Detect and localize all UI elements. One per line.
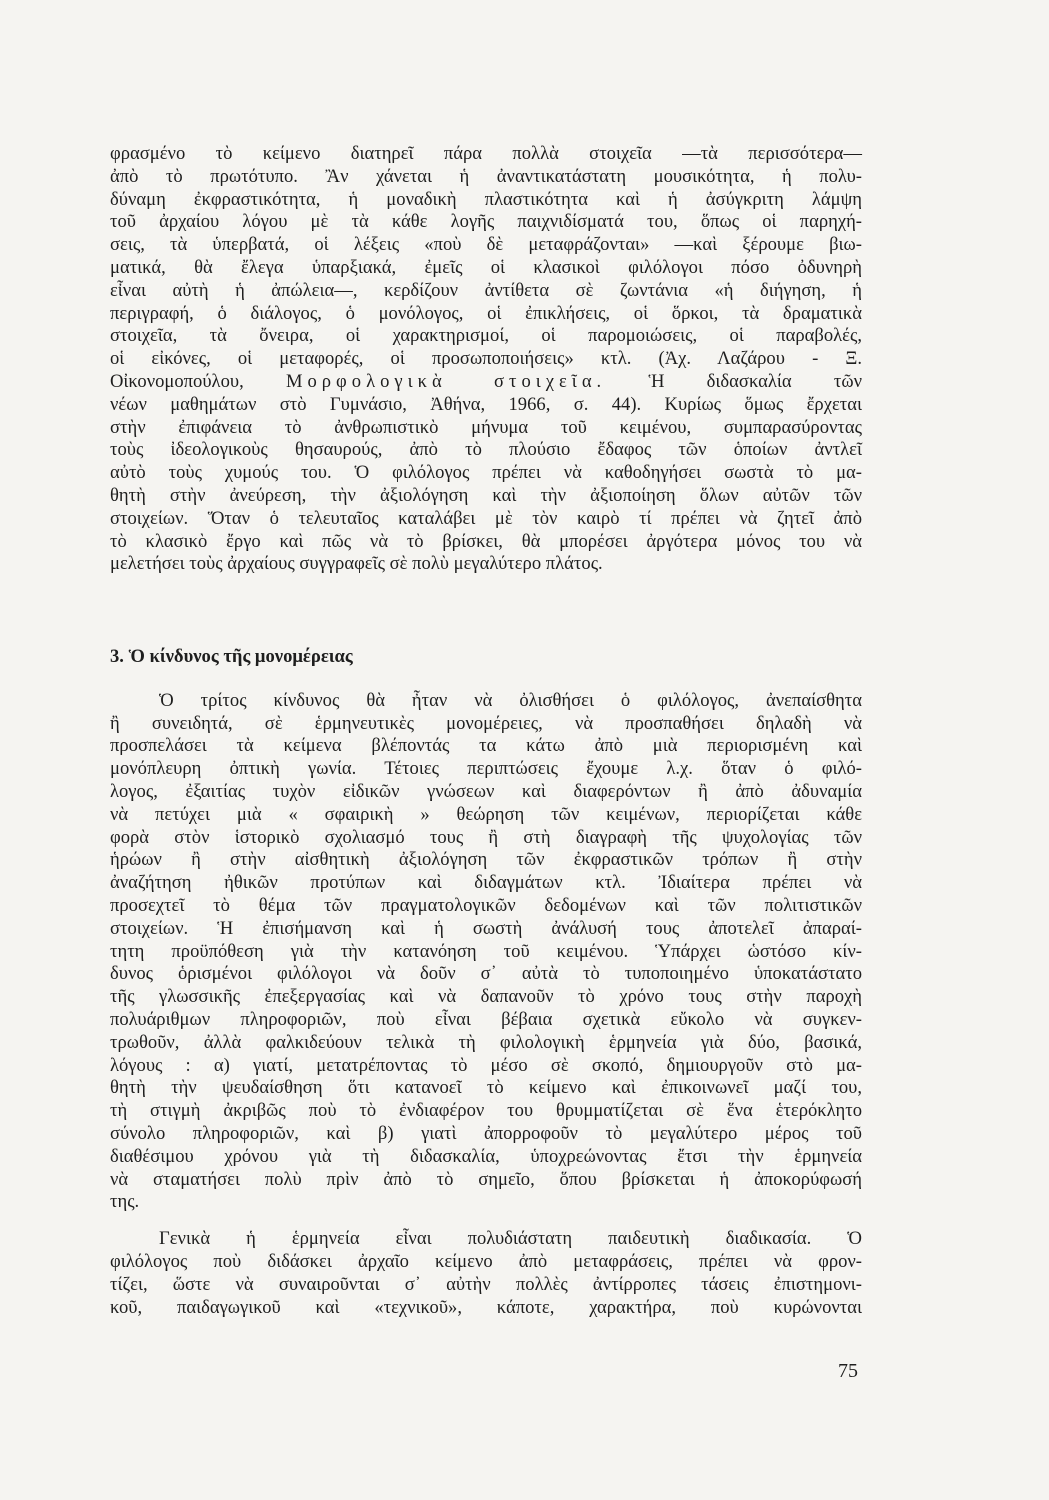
text-line: Ὁ τρίτος κίνδυνος θὰ ἦταν νὰ ὀλισθήσει ὁ φιλόλογος, ἀνεπαίσθητα (159, 689, 862, 711)
text-line: Γενικὰ ἡ ἑρμηνεία εἶναι πολυδιάστατη παιδευτικὴ διαδικασία. Ὁ (159, 1228, 862, 1250)
text-line: φορὰ στὸν ἱστορικὸ σχολιασμό τους ἢ στὴ διαγραφὴ τῆς ψυχολογίας τῶν (110, 826, 862, 848)
text-line: αὐτὸ τοὺς χυμούς του. Ὁ φιλόλογος πρέπει νὰ καθοδηγήσει σωστὰ τὸ μα- (110, 462, 862, 484)
text-line: εἶναι αὐτὴ ἡ ἀπώλεια—, κερδίζουν ἀντίθετα σὲ ζωντάνια «ἡ διήγηση, ἡ (110, 279, 862, 301)
text-line: νὰ σταματήσει πολὺ πρὶν ἀπὸ τὸ σημεῖο, ὅπου βρίσκεται ἡ ἀποκορύφωσή (110, 1168, 862, 1190)
text-line: πολυάριθμων πληροφοριῶν, ποὺ εἶναι βέβαια σχετικὰ εὔκολο νὰ συγκεν- (110, 1008, 862, 1030)
text-line: οἱ εἰκόνες, οἱ μεταφορές, οἱ προσωποποιήσεις» κτλ. (Ἀχ. Λαζάρου - Ξ. (110, 348, 862, 370)
citation-rest: Ἡ διδασκαλία τῶν (648, 370, 862, 392)
text-line: στοιχεῖα, τὰ ὄνειρα, οἱ χαρακτηρισμοί, οἱ παρομοιώσεις, οἱ παραβολές, (110, 325, 862, 347)
text-line: νέων μαθημάτων στὸ Γυμνάσιο, Ἀθήνα, 1966, σ. 44). Κυρίως ὅμως ἔρχεται (110, 393, 862, 415)
section-heading: 3. Ὁ κίνδυνος τῆς μονομέρειας (110, 646, 353, 667)
text-line: σύνολο πληροφοριῶν, καὶ β) γιατὶ ἀπορροφοῦν τὸ μεγαλύτερο μέρος τοῦ (110, 1122, 862, 1144)
section-3 (110, 646, 862, 1319)
text-line: σεις, τὰ ὑπερβατά, οἱ λέξεις «ποὺ δὲ μεταφράζονται» —καὶ ξέρουμε βιω- (110, 234, 862, 256)
citation-book-title: Μορφολογικὰ στοιχεῖα. (285, 370, 607, 392)
text-line: μελετήσει τοὺς ἀρχαίους συγγραφεῖς σὲ πολὺ μεγαλύτερο πλάτος. (110, 553, 603, 575)
text-line: τοῦ ἀρχαίου λόγου μὲ τὰ κάθε λογῆς παιχνιδίσματά του, ὅπως οἱ παρηχή- (110, 211, 862, 233)
text-line: λόγους : α) γιατί, μετατρέποντας τὸ μέσο σὲ σκοπό, δημιουργοῦν στὸ μα- (110, 1054, 862, 1076)
text-line: δυνος ὁρισμένοι φιλόλογοι νὰ δοῦν σ᾽ αὐτὰ τὸ τυποποιημένο ὑποκατάστατο (110, 963, 862, 985)
text-line: ἀπὸ τὸ πρωτότυπο. Ἂν χάνεται ἡ ἀναντικατάστατη μουσικότητα, ἡ πολυ- (110, 165, 862, 187)
text-line: τίζει, ὥστε νὰ συναιροῦνται σ᾽ αὐτὴν πολλὲς ἀντίρροπες τάσεις ἐπιστημονι- (110, 1273, 862, 1295)
section-3-paragraph-2 (110, 1228, 862, 1319)
text-line: προσπελάσει τὰ κείμενα βλέποντάς τα κάτω ἀπὸ μιὰ περιορισμένη καὶ (110, 735, 862, 757)
text-line: ἢ συνειδητά, σὲ ἑρμηνευτικὲς μονομέρειες, νὰ προσπαθήσει δηλαδὴ νὰ (110, 712, 862, 734)
text-line: στοιχείων. Ἡ ἐπισήμανση καὶ ἡ σωστὴ ἀνάλυσή τους ἀποτελεῖ ἀπαραί- (110, 917, 862, 939)
text-line: διαθέσιμου χρόνου γιὰ τὴ διδασκαλία, ὑποχρεώνοντας ἔτσι τὴν ἑρμηνεία (110, 1145, 862, 1167)
text-line: τοὺς ἰδεολογικοὺς θησαυρούς, ἀπὸ τὸ πλούσιο ἔδαφος τῶν ὁποίων ἀντλεῖ (110, 439, 862, 461)
text-line: κοῦ, παιδαγωγικοῦ καὶ «τεχνικοῦ», κάποτε, χαρακτήρα, ποὺ κυρώνονται (110, 1296, 862, 1318)
top-paragraph (110, 143, 862, 576)
text-line: στὴν ἐπιφάνεια τὸ ἀνθρωπιστικὸ μήνυμα τοῦ κειμένου, συμπαρασύροντας (110, 416, 862, 438)
text-line: στοιχείων. Ὅταν ὁ τελευταῖος καταλάβει μὲ τὸν καιρὸ τί πρέπει νὰ ζητεῖ ἀπὸ (110, 507, 862, 529)
text-line: τὸ κλασικὸ ἔργο καὶ πῶς νὰ τὸ βρίσκει, θὰ μπορέσει ἀργότερα μόνος του νὰ (110, 530, 862, 552)
text-line: μονόπλευρη ὀπτικὴ γωνία. Τέτοιες περιπτώσεις ἔχουμε λ.χ. ὅταν ὁ φιλό- (110, 758, 862, 780)
text-line: θητὴ τὴν ψευδαίσθηση ὅτι κατανοεῖ τὸ κείμενο καὶ ἐπικοινωνεῖ μαζί του, (110, 1077, 862, 1099)
text-line: λογος, ἐξαιτίας τυχὸν εἰδικῶν γνώσεων καὶ διαφερόντων ἢ ἀπὸ ἀδυναμία (110, 780, 862, 802)
text-line: φιλόλογος ποὺ διδάσκει ἀρχαῖο κείμενο ἀπὸ μεταφράσεις, πρέπει νὰ φρον- (110, 1250, 862, 1272)
text-line: τῆς γλωσσικῆς ἐπεξεργασίας καὶ νὰ δαπανοῦν τὸ χρόνο τους στὴν παροχὴ (110, 986, 862, 1008)
text-line: ἡρώων ἢ στὴν αἰσθητικὴ ἀξιολόγηση τῶν ἐκφραστικῶν τρόπων ἢ στὴν (110, 849, 862, 871)
text-line: φρασμένο τὸ κείμενο διατηρεῖ πάρα πολλὰ στοιχεῖα —τὰ περισσότερα— (110, 143, 862, 164)
text-line: τρωθοῦν, ἀλλὰ φαλκιδεύουν τελικὰ τὴ φιλολογικὴ ἑρμηνεία γιὰ δύο, βασικά, (110, 1031, 862, 1053)
text-line: τητη προϋπόθεση γιὰ τὴν κατανόηση τοῦ κειμένου. Ὑπάρχει ὡστόσο κίν- (110, 940, 862, 962)
text-line-citation (110, 371, 862, 394)
text-line: τὴ στιγμὴ ἀκριβῶς ποὺ τὸ ἐνδιαφέρον του θρυμματίζεται σὲ ἕνα ἑτερόκλητο (110, 1100, 862, 1122)
text-line: της. (110, 1191, 140, 1213)
text-line: νὰ πετύχει μιὰ « σφαιρικὴ » θεώρηση τῶν κειμένων, περιορίζεται κάθε (110, 803, 862, 825)
citation-author: Οἰκονομοπούλου, (110, 370, 244, 392)
text-line: προσεχτεῖ τὸ θέμα τῶν πραγματολογικῶν δεδομένων καὶ τῶν πολιτιστικῶν (110, 894, 862, 916)
text-line: θητὴ στὴν ἀνεύρεση, τὴν ἀξιολόγηση καὶ τὴν ἀξιοποίηση ὅλων αὐτῶν τῶν (110, 484, 862, 506)
text-line: ματικά, θὰ ἔλεγα ὑπαρξιακά, ἐμεῖς οἱ κλασικοὶ φιλόλογοι πόσο ὀδυνηρὴ (110, 256, 862, 278)
page-number: 75 (838, 1360, 858, 1382)
section-3-paragraph-1 (110, 690, 862, 1214)
text-line: δύναμη ἐκφραστικότητα, ἡ μοναδικὴ πλαστικότητα καὶ ἡ ἀσύγκριτη λάμψη (110, 188, 862, 210)
text-line: ἀναζήτηση ἠθικῶν προτύπων καὶ διδαγμάτων κτλ. Ἰδιαίτερα πρέπει νὰ (110, 872, 862, 894)
text-line: περιγραφή, ὁ διάλογος, ὁ μονόλογος, οἱ ἐπικλήσεις, οἱ ὅρκοι, τὰ δραματικὰ (110, 302, 862, 324)
